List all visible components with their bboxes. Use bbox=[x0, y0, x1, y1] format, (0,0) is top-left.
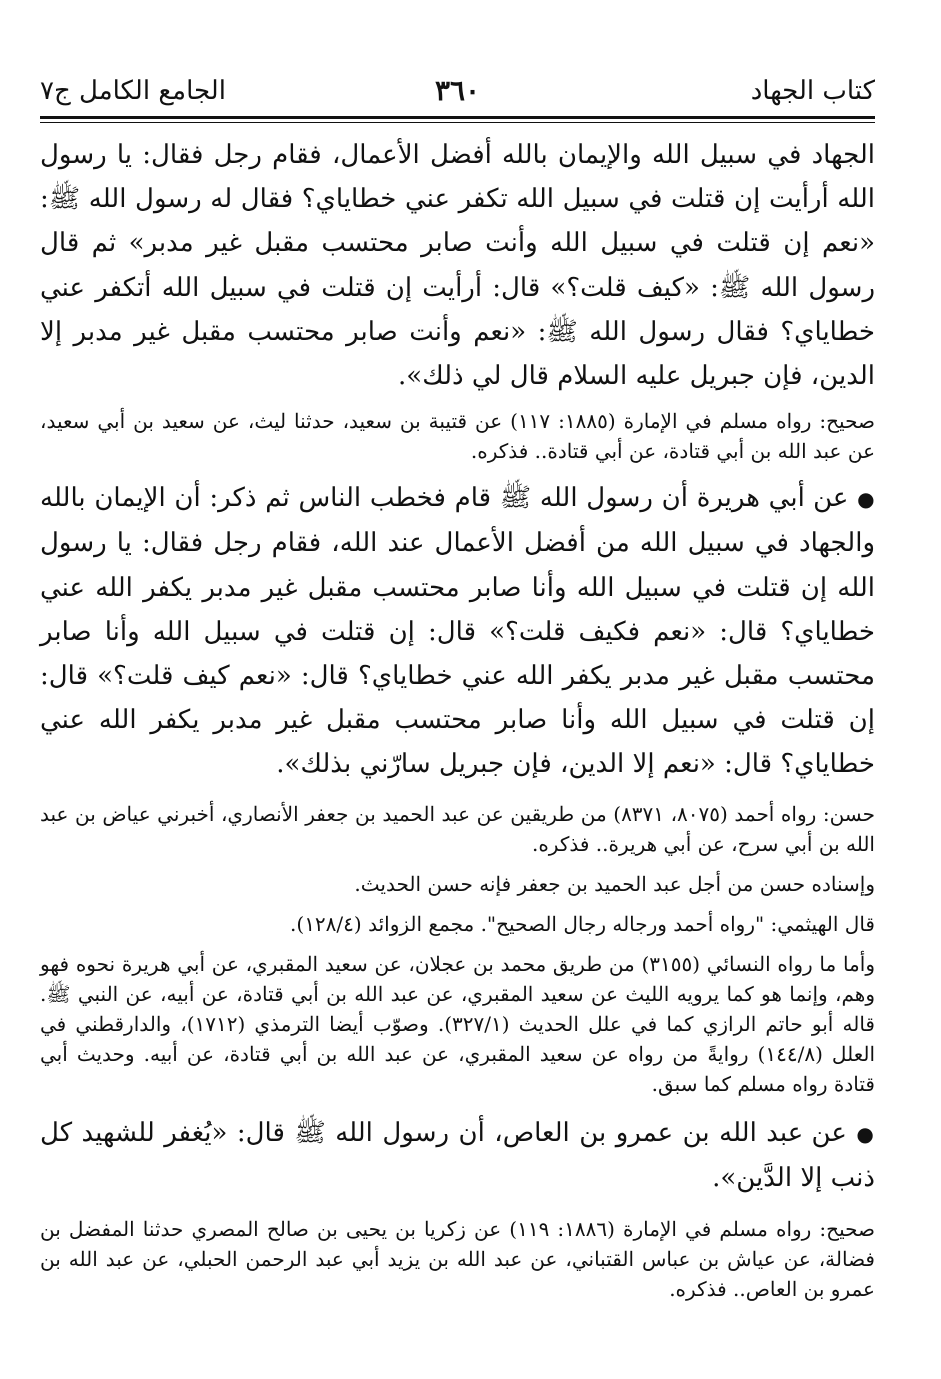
haythami-note: قال الهيثمي: "رواه أحمد ورجاله رجال الصحيح". مجمع الزوائد (١٢٨/٤). bbox=[290, 911, 875, 936]
hadith-body: عن عبد الله بن عمرو بن العاص، أن رسول الله ﷺ قال: «يُغفر للشهيد كل ذنب إلا الدَّين». bbox=[40, 1117, 875, 1193]
hadith-text bbox=[40, 476, 875, 786]
header-rule-thick bbox=[40, 116, 875, 119]
header-rule-thin bbox=[40, 122, 875, 123]
takhrij-note: صحيح: رواه مسلم في الإمارة (١٨٨٦: ١١٩) عن زكريا بن يحيى بن صالح المصري حدثنا المفضل بن فضالة، عن عياش بن عباس القتباني، عن عبد الله بن يزيد أبي عبد الرحمن الحبلي، عن عبد الله بن عمرو بن العاص.. فذكره. bbox=[40, 1217, 875, 1302]
takhrij-note: صحيح: رواه مسلم في الإمارة (١٨٨٥: ١١٧) عن قتيبة بن سعيد، حدثنا ليث، عن سعيد بن أبي سعيد، عن عبد الله بن أبي قتادة، عن أبي قتادة.. فذكره. bbox=[40, 409, 875, 464]
book-page bbox=[40, 70, 875, 1304]
isnad-note: وإسناده حسن من أجل عبد الحميد بن جعفر فإنه حسن الحديث. bbox=[354, 871, 875, 896]
page-header bbox=[40, 70, 875, 114]
book-title: الجامع الكامل ج٧ bbox=[40, 76, 226, 106]
illah-note: وأما ما رواه النسائي (٣١٥٥) من طريق محمد بن عجلان، عن سعيد المقبري، عن أبي هريرة نحوه فهو وهم، وإنما هو كما يرويه الليث عن سعيد المقبري، عن عبد الله بن أبي قتادة، عن أبيه، عن النبي ﷺ. قاله أبو حاتم الرازي كما في علل الحديث (٣٢٧/١). وصوّب أيضا الترمذي (١٧١٢)، والدارقطني في العلل (١٤٤/٨) روايةً من رواه عن سعيد المقبري، عن عبد الله بن أبي قتادة، عن أبيه. وحديث أبي قتادة رواه مسلم كما سبق. bbox=[40, 951, 875, 1096]
hadith-text bbox=[40, 1111, 875, 1200]
bullet-icon: ● bbox=[857, 487, 875, 512]
bullet-icon: ● bbox=[856, 1121, 876, 1146]
chapter-title: كتاب الجهاد bbox=[750, 76, 875, 106]
hadith-body: عن أبي هريرة أن رسول الله ﷺ قام فخطب الناس ثم ذكر: أن الإيمان بالله والجهاد في سبيل الله من أفضل الأعمال عند الله، فقام رجل فقال: يا رسول الله إن قتلت في سبيل الله وأنا صابر محتسب مقبل غير مدبر يكفر الله عني خطاياي؟ قال: «نعم فكيف قلت؟» قال: إن قتلت في سبيل الله وأنا صابر محتسب مقبل غير مدبر يكفر الله عني خطاياي؟ قال: «نعم كيف قلت؟» قال: إن قتلت في سبيل الله وأنا صابر محتسب مقبل غير مدبر يكفر الله عني خطاياي؟ قال: «نعم إلا الدين، فإن جبريل سارّني بذلك». bbox=[40, 483, 875, 780]
page-number: ٣٦٠ bbox=[434, 74, 481, 107]
hadith-text-continued: الجهاد في سبيل الله والإيمان بالله أفضل الأعمال، فقام رجل فقال: يا رسول الله أرأيت إن قتلت في سبيل الله تكفر عني خطاياي؟ فقال له رسول الله ﷺ: «نعم إن قتلت في سبيل الله وأنت صابر محتسب مقبل غير مدبر» ثم قال رسول الله ﷺ: «كيف قلت؟» قال: أرأيت إن قتلت في سبيل الله أتكفر عني خطاياي؟ فقال رسول الله ﷺ: «نعم وأنت صابر محتسب مقبل غير مدبر إلا الدين، فإن جبريل عليه السلام قال لي ذلك». bbox=[40, 140, 875, 392]
takhrij-note: حسن: رواه أحمد (٨٠٧٥، ٨٣٧١) من طريقين عن عبد الحميد بن جعفر الأنصاري، أخبرني عياض بن عبد الله بن أبي سرح، عن أبي هريرة.. فذكره. bbox=[40, 801, 875, 856]
